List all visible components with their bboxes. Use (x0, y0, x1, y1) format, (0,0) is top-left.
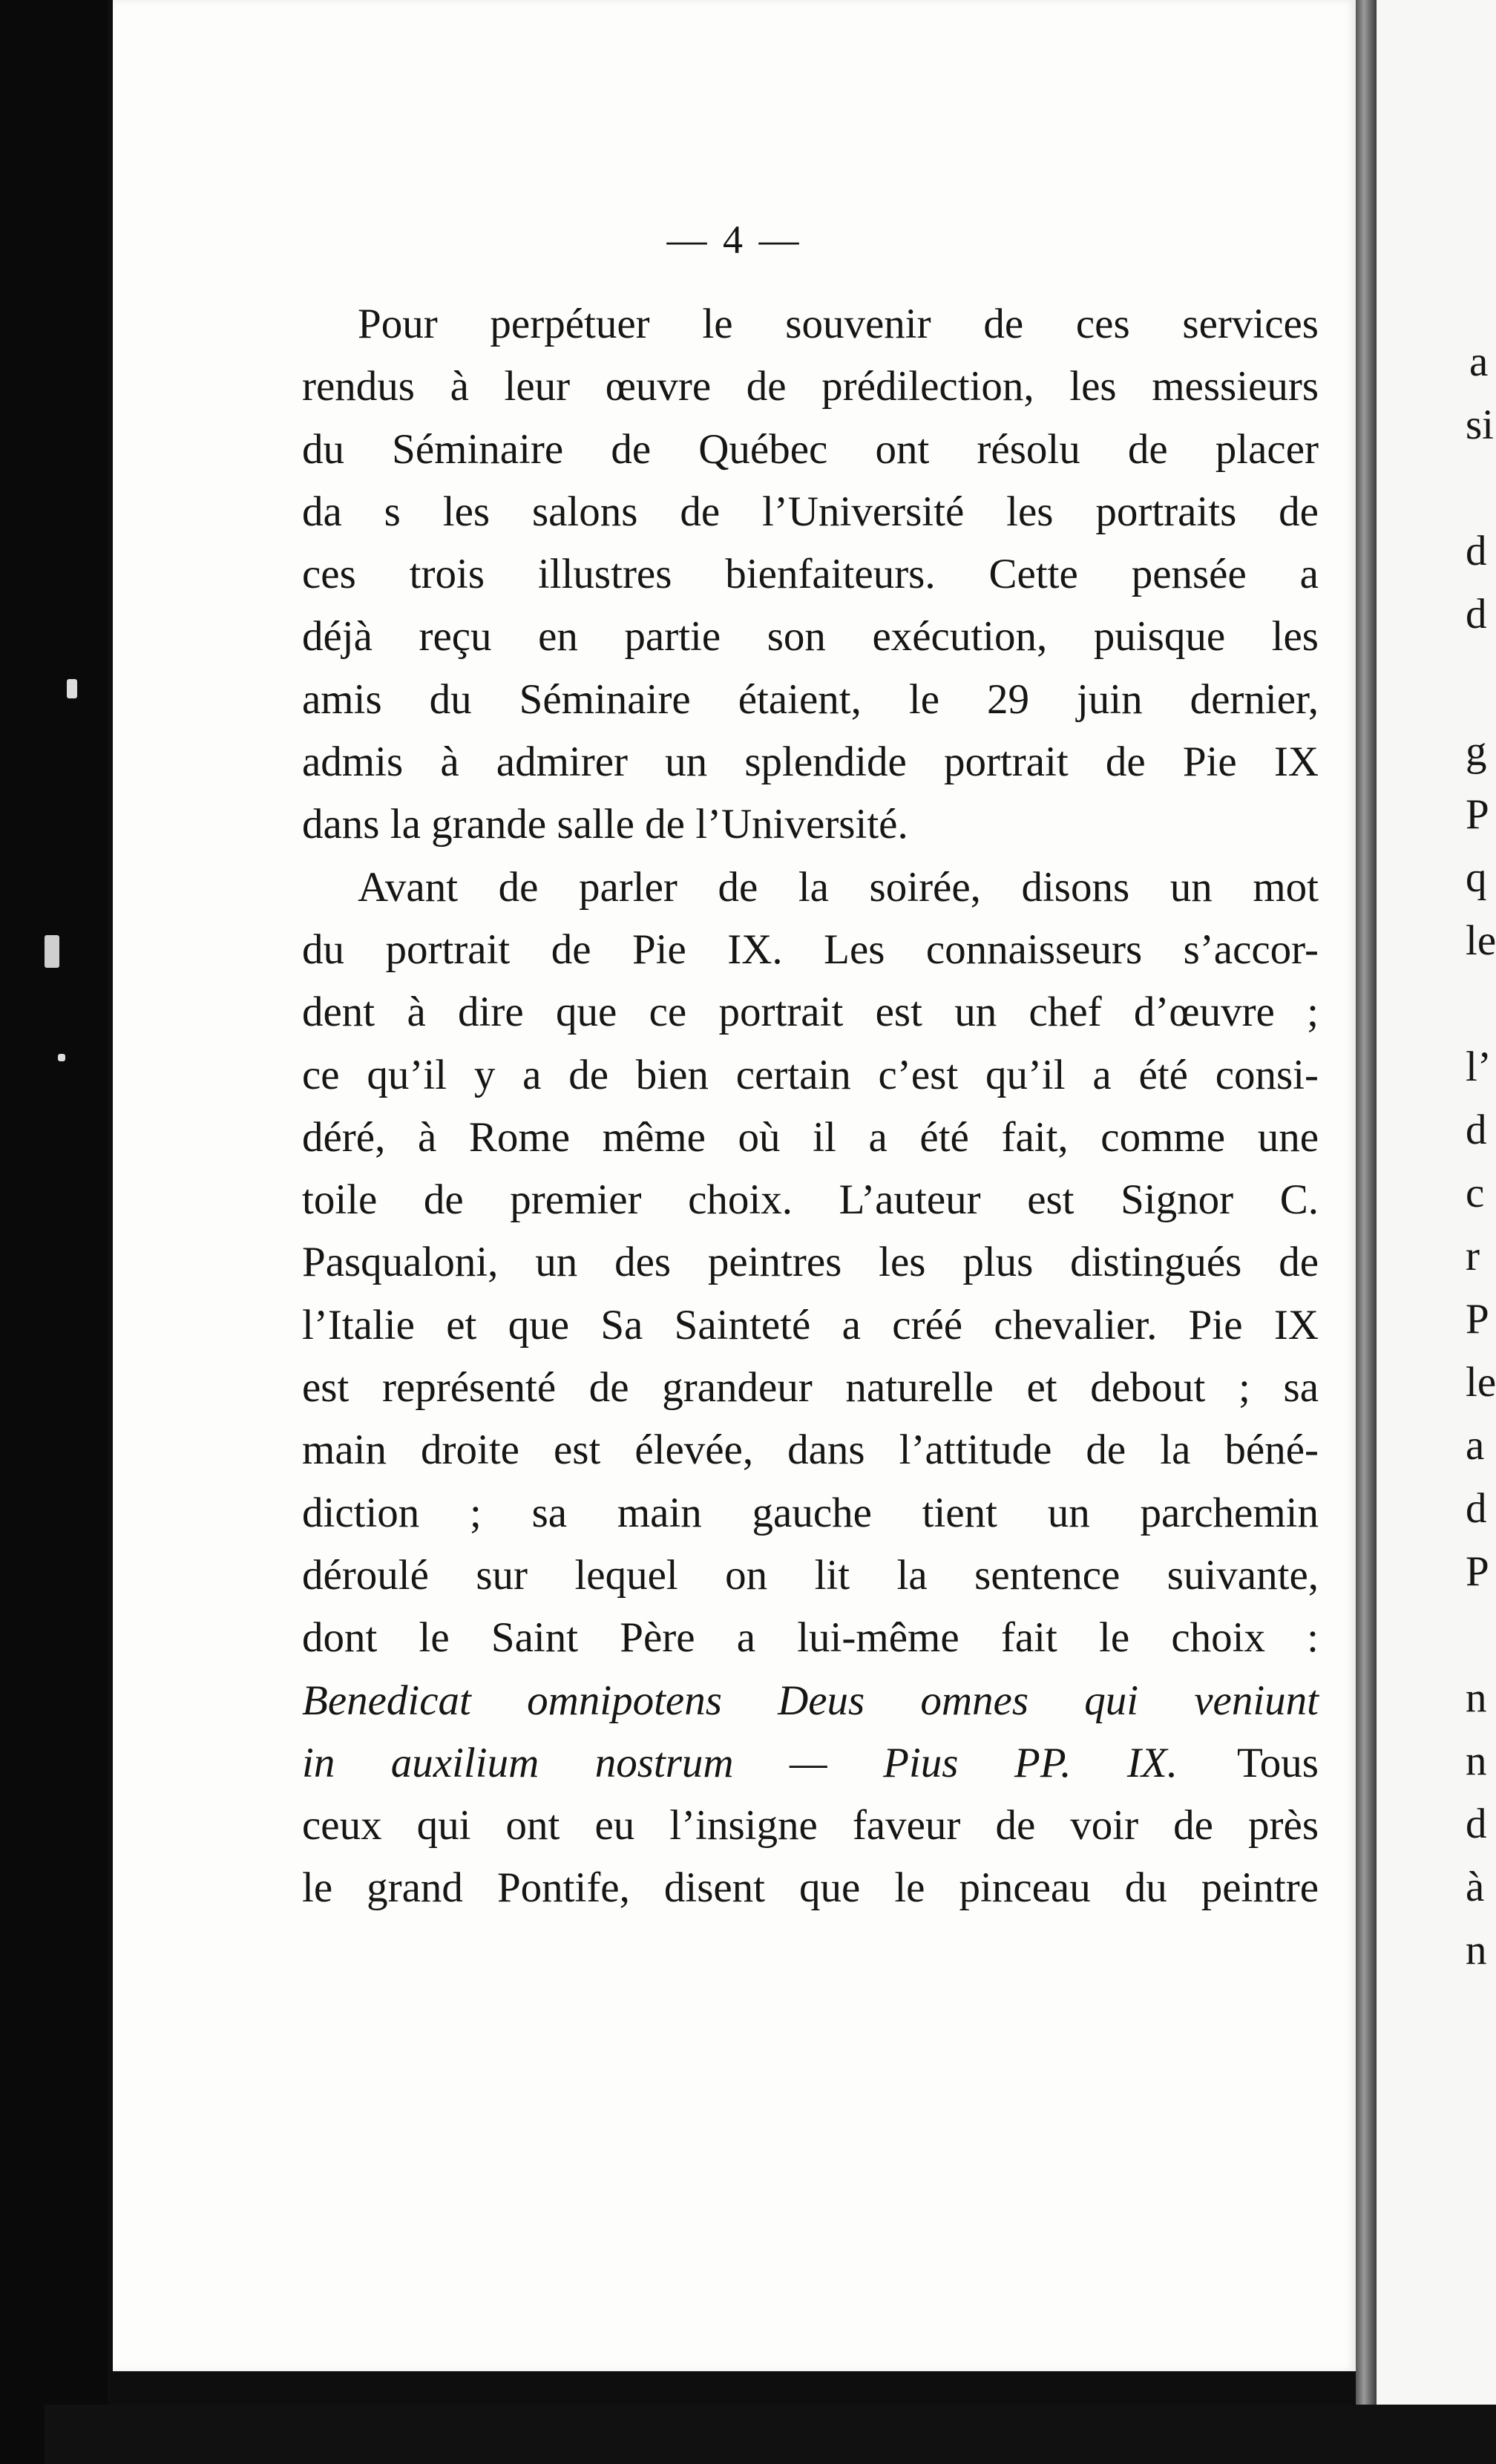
scan-artifact (45, 935, 59, 968)
text-line: déré, à Rome même où il a été fait, comme une (302, 1113, 1319, 1161)
facing-page-fragment: d (1466, 1107, 1487, 1153)
text-line: amis du Séminaire étaient, le 29 juin dernier, (302, 675, 1319, 723)
text-line: dent à dire que ce portrait est un chef d’œuvre ; (302, 989, 1319, 1036)
facing-page-fragment: d (1466, 1801, 1487, 1847)
text-line: main droite est élevée, dans l’attitude de la béné- (302, 1426, 1319, 1474)
facing-page-fragment: le (1466, 917, 1496, 964)
facing-page-fragment: l’ (1466, 1043, 1492, 1090)
scan-bottom-edge (45, 2405, 1496, 2464)
facing-page-fragment: si (1466, 402, 1495, 448)
text-line: rendus à leur œuvre de prédilection, les messieurs (302, 363, 1319, 410)
scan-left-border (0, 0, 108, 2464)
facing-page-fragment: d (1466, 1485, 1487, 1532)
text-line: Pasqualoni, un des peintres les plus distingués de (302, 1239, 1319, 1286)
book-page (113, 0, 1356, 2371)
latin-quote-line: Benedicat omnipotens Deus omnes qui veniunt (302, 1677, 1319, 1724)
facing-page-fragment: n (1466, 1737, 1487, 1784)
text-line: le grand Pontife, disent que le pinceau du peintre (302, 1864, 1319, 1912)
latin-quote-end: in auxilium nostrum — Pius PP. IX. (302, 1739, 1178, 1786)
facing-page-fragment: c (1466, 1170, 1485, 1216)
book-spine-gutter (1356, 0, 1377, 2405)
facing-page-fragment: d (1466, 528, 1487, 574)
text-line: déroulé sur lequel on lit la sentence suivante, (302, 1551, 1319, 1599)
facing-page-fragment: a (1466, 1422, 1485, 1469)
text-line: est représenté de grandeur naturelle et debout ; sa (302, 1364, 1319, 1412)
facing-page-fragment: P (1466, 1548, 1489, 1595)
text-line: déjà reçu en partie son exécution, puisque les (302, 613, 1319, 661)
facing-page-fragment: q (1466, 854, 1487, 901)
text-line: Avant de parler de la soirée, disons un mot (358, 863, 1319, 911)
scan-artifact (58, 1054, 65, 1061)
facing-page-fragment: a (1469, 338, 1489, 385)
text-line: dont le Saint Père a lui-même fait le choix : (302, 1614, 1319, 1662)
facing-page-fragment: le (1466, 1359, 1496, 1406)
text-line: ce qu’il y a de bien certain c’est qu’il a été consi- (302, 1051, 1319, 1098)
page-body-text (302, 293, 1319, 1920)
text-line: du portrait de Pie IX. Les connaisseurs s’accor- (302, 925, 1319, 973)
text-line: ceux qui ont eu l’insigne faveur de voir de près (302, 1802, 1319, 1849)
text-line: dans la grande salle de l’Université. (302, 801, 908, 848)
text-line: du Séminaire de Québec ont résolu de placer (302, 425, 1319, 473)
facing-page-edge (1377, 0, 1496, 2405)
page-number: — 4 — (666, 217, 802, 262)
scan-artifact (67, 679, 77, 698)
facing-page-fragment: à (1466, 1864, 1485, 1910)
facing-page-fragment: P (1466, 1296, 1489, 1343)
text-line-split (302, 1732, 1319, 1795)
text-line-tail: Tous (1236, 1739, 1319, 1786)
text-line: l’Italie et que Sa Sainteté a créé chevalier. Pie IX (302, 1301, 1319, 1349)
text-line: da s les salons de l’Université les portraits de (302, 488, 1319, 535)
text-line: admis à admirer un splendide portrait de Pie IX (302, 738, 1319, 786)
text-line: ces trois illustres bienfaiteurs. Cette pensée a (302, 551, 1319, 598)
text-line: Pour perpétuer le souvenir de ces services (358, 301, 1319, 347)
text-line: diction ; sa main gauche tient un parchemin (302, 1489, 1319, 1536)
text-line: toile de premier choix. L’auteur est Signor C. (302, 1176, 1319, 1224)
facing-page-fragment: n (1466, 1674, 1487, 1721)
facing-page-fragment: g (1466, 728, 1487, 775)
facing-page-fragment: n (1466, 1927, 1487, 1973)
facing-page-fragment: P (1466, 791, 1489, 838)
facing-page-fragment: d (1466, 591, 1487, 638)
facing-page-fragment: r (1466, 1233, 1480, 1279)
